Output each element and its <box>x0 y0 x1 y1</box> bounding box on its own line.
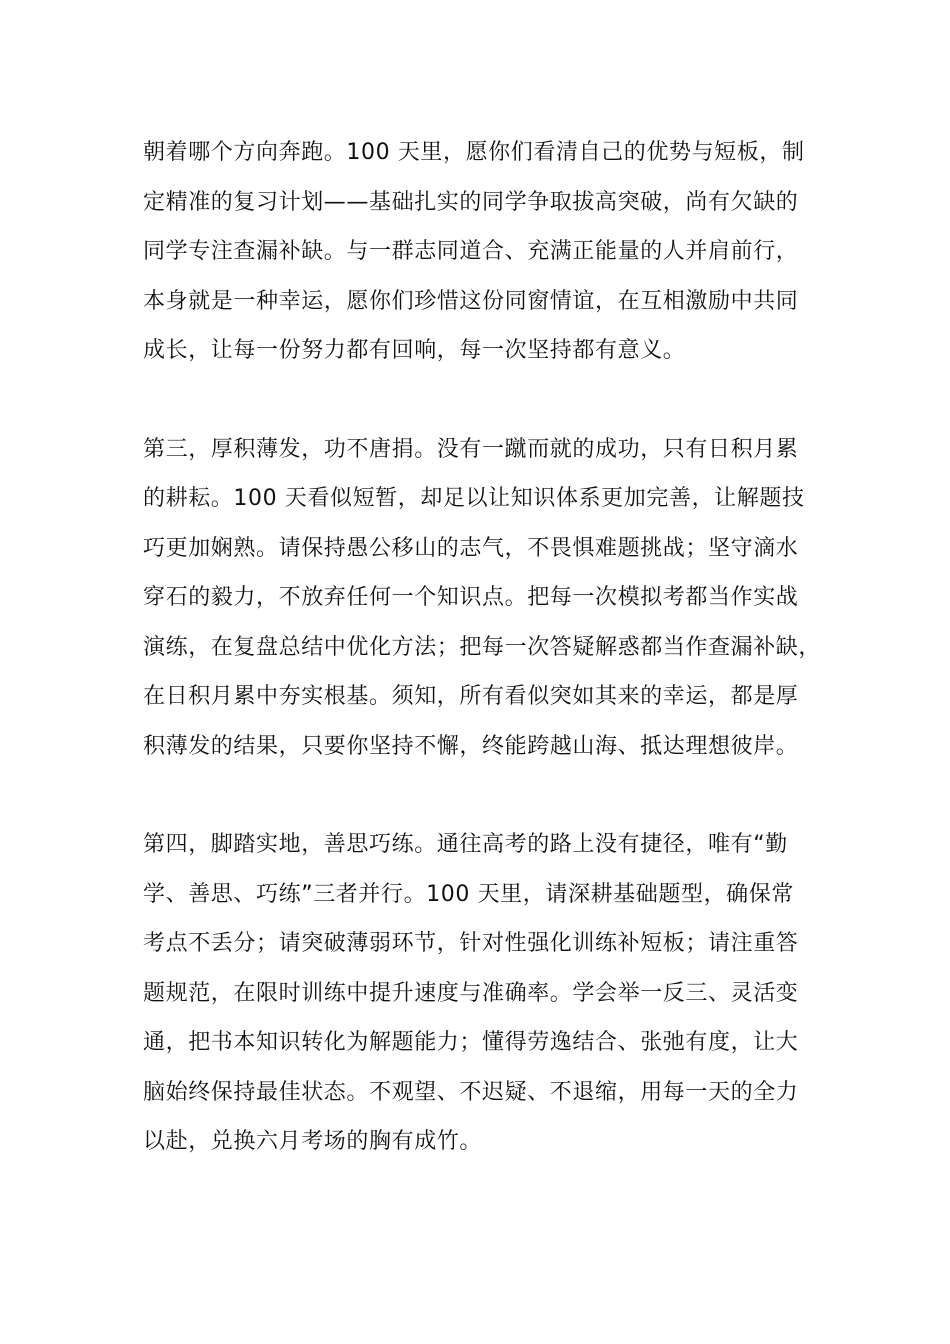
text-line: 巧更加娴熟。请保持愚公移山的志气，不畏惧难题挑战；坚守滴水 <box>143 535 799 561</box>
text-line: 穿石的毅力，不放弃任何一个知识点。把每一次模拟考都当作实战 <box>143 585 799 610</box>
text-line: 定精准的复习计划——基础扎实的同学争取拔高突破，尚有欠缺的 <box>143 189 799 215</box>
paragraph-continuation <box>143 128 823 376</box>
text-line: 本身就是一种幸运，愿你们珍惜这份同窗情谊，在互相激励中共同 <box>143 288 799 314</box>
text-line: 的耕耘。100 天看似短暂，却足以让知识体系更加完善，让解题技 <box>143 486 805 511</box>
text-line: 脑始终保持最佳状态。不观望、不迟疑、不退缩，用每一天的全力 <box>143 1079 799 1105</box>
paragraph-gap <box>143 771 823 820</box>
text-line: 在日积月累中夯实根基。须知，所有看似突如其来的幸运，都是厚 <box>143 684 799 709</box>
paragraph-gap <box>143 376 823 425</box>
paragraph-fourth-point <box>143 820 823 1167</box>
paragraph-third-point <box>143 425 823 772</box>
text-line: 学、善思、巧练”三者并行。100 天里，请深耕基础题型，确保常 <box>143 881 794 907</box>
text-line: 同学专注查漏补缺。与一群志同道合、充满正能量的人并肩前行， <box>143 239 799 264</box>
text-line: 以赴，兑换六月考场的胸有成竹。 <box>143 1129 483 1154</box>
text-line: 题规范，在限时训练中提升速度与准确率。学会举一反三、灵活变 <box>143 980 799 1006</box>
text-line: 朝着哪个方向奔跑。100 天里，愿你们看清自己的优势与短板，制 <box>143 140 805 165</box>
text-line: 成长，让每一份努力都有回响，每一次坚持都有意义。 <box>143 338 686 363</box>
text-line: 第四，脚踏实地，善思巧练。通往高考的路上没有捷径，唯有“勤 <box>143 832 788 857</box>
text-line: 通，把书本知识转化为解题能力；懂得劳逸结合、张弛有度，让大 <box>143 1030 799 1055</box>
text-line: 演练，在复盘总结中优化方法；把每一次答疑解惑都当作查漏补缺， <box>143 634 822 660</box>
text-line: 考点不丢分；请突破薄弱环节，针对性强化训练补短板；请注重答 <box>143 931 799 956</box>
text-line: 第三，厚积薄发，功不唐捐。没有一蹴而就的成功，只有日积月累 <box>143 436 799 462</box>
document-body <box>143 128 823 1167</box>
text-line: 积薄发的结果，只要你坚持不懈，终能跨越山海、抵达理想彼岸。 <box>143 733 799 759</box>
